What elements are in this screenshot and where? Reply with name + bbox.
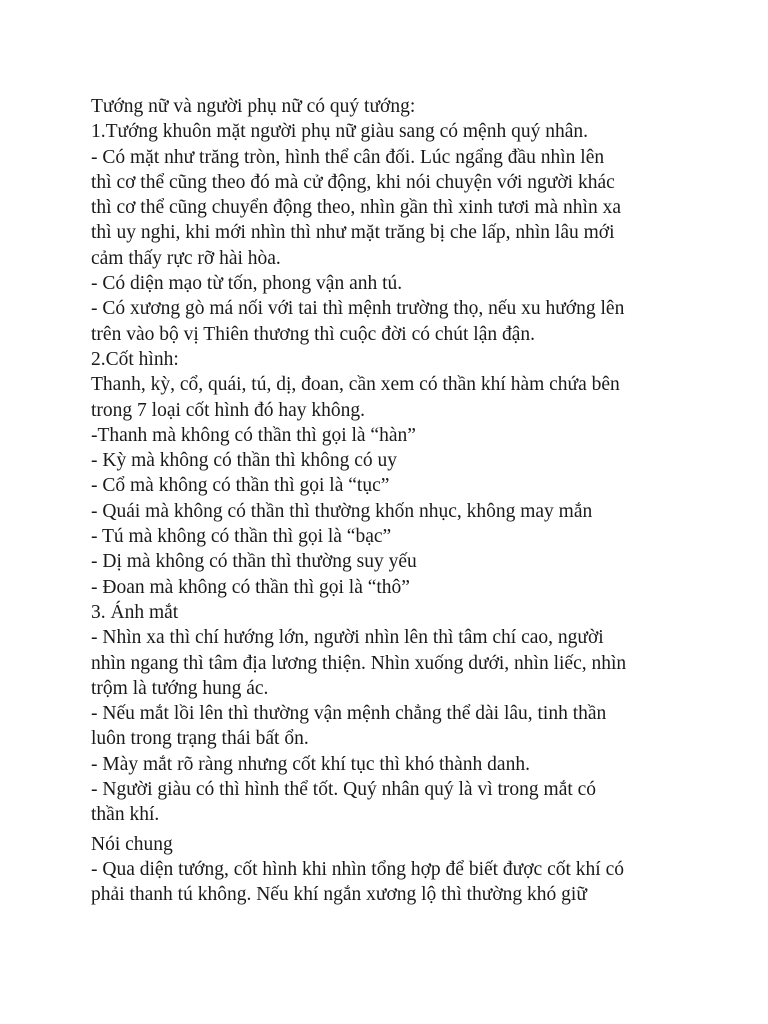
text-line: nhìn ngang thì tâm địa lương thiện. Nhìn xuống dưới, nhìn liếc, nhìn: [91, 652, 627, 674]
text-line: cảm thấy rực rỡ hài hòa.: [91, 247, 281, 269]
list-item: -Thanh mà không có thần thì gọi là “hàn”: [91, 424, 416, 446]
section-heading: 1.Tướng khuôn mặt người phụ nữ giàu sang có mệnh quý nhân.: [91, 121, 588, 143]
section-heading: Nói chung: [91, 833, 173, 855]
text-line: - Có mặt như trăng tròn, hình thể cân đối. Lúc ngẩng đầu nhìn lên: [91, 146, 605, 168]
text-line: thần khí.: [91, 804, 160, 826]
text-line: - Nhìn xa thì chí hướng lớn, người nhìn lên thì tâm chí cao, người: [91, 627, 604, 649]
list-item: - Tú mà không có thần thì gọi là “bạc”: [91, 526, 392, 548]
text-line: trên vào bộ vị Thiên thương thì cuộc đời có chút lận đận.: [91, 323, 536, 345]
text-line: thì uy nghi, khi mới nhìn thì như mặt trăng bị che lấp, nhìn lâu mới: [91, 222, 615, 244]
list-item: - Đoan mà không có thần thì gọi là “thô”: [91, 576, 410, 598]
text-line: thì cơ thể cũng theo đó mà cử động, khi nói chuyện với người khác: [91, 171, 615, 193]
text-line: - Nếu mắt lồi lên thì thường vận mệnh chẳng thể dài lâu, tinh thần: [91, 703, 607, 725]
text-line: thì cơ thể cũng chuyển động theo, nhìn gần thì xinh tươi mà nhìn xa: [91, 197, 621, 219]
text-line: - Có diện mạo từ tốn, phong vận anh tú.: [91, 273, 403, 295]
section-heading: 3. Ánh mắt: [91, 601, 179, 623]
section-heading: 2.Cốt hình:: [91, 348, 179, 370]
text-line: phải thanh tú không. Nếu khí ngắn xương lộ thì thường khó giữ: [91, 884, 587, 906]
heading-line: Tướng nữ và người phụ nữ có quý tướng:: [91, 96, 416, 117]
text-line: - Người giàu có thì hình thể tốt. Quý nhân quý là vì trong mắt có: [91, 779, 597, 801]
text-line: - Qua diện tướng, cốt hình khi nhìn tổng hợp để biết được cốt khí có: [91, 858, 624, 880]
text-line: Thanh, kỳ, cổ, quái, tú, dị, đoan, cần xem có thần khí hàm chứa bên: [91, 374, 620, 396]
list-item: - Dị mà không có thần thì thường suy yếu: [91, 551, 417, 573]
text-line: trong 7 loại cốt hình đó hay không.: [91, 399, 366, 421]
text-line: - Mày mắt rõ ràng nhưng cốt khí tục thì khó thành danh.: [91, 753, 530, 775]
text-line: trộm là tướng hung ác.: [91, 677, 269, 699]
text-line: luôn trong trạng thái bất ổn.: [91, 728, 309, 750]
document-page: [91, 94, 691, 908]
list-item: - Kỳ mà không có thần thì không có uy: [91, 450, 397, 472]
list-item: - Cổ mà không có thần thì gọi là “tục”: [91, 475, 390, 497]
list-item: - Quái mà không có thần thì thường khốn nhục, không may mắn: [91, 500, 593, 522]
text-line: - Có xương gò má nối với tai thì mệnh trường thọ, nếu xu hướng lên: [91, 298, 625, 320]
